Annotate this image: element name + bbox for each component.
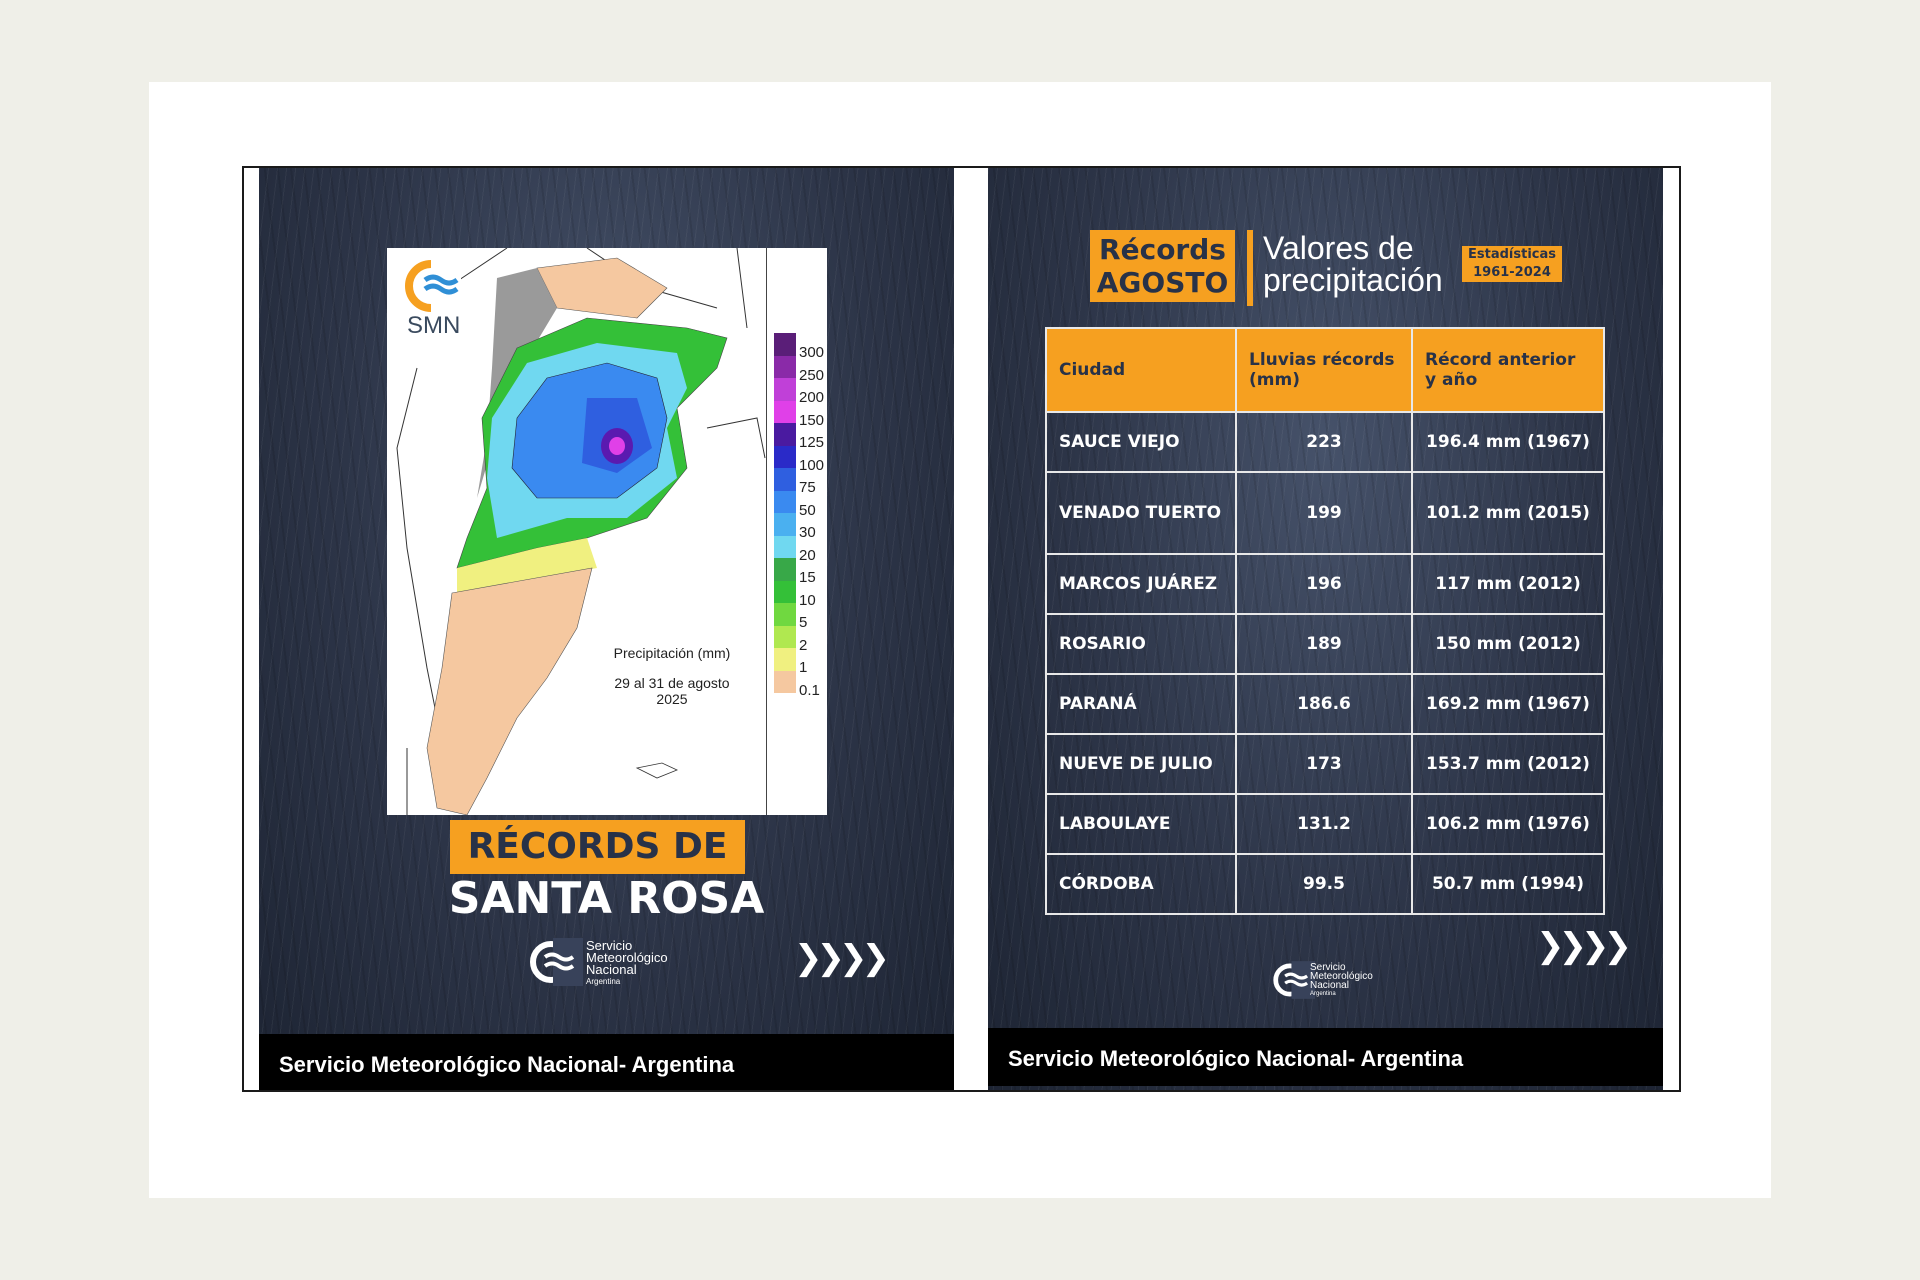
legend-swatch xyxy=(774,491,796,514)
table-row xyxy=(1046,412,1604,472)
map-caption-year: 2025 xyxy=(656,691,688,707)
city-cell: PARANÁ xyxy=(1046,674,1236,734)
legend-swatch xyxy=(774,671,796,694)
previous-record-cell: 150 mm (2012) xyxy=(1412,614,1604,674)
legend-label: 30 xyxy=(799,524,816,541)
legend-label: 50 xyxy=(799,501,816,519)
smn-logo-text: SMN xyxy=(407,312,461,339)
record-rain-cell: 199 xyxy=(1236,472,1412,554)
record-rain-cell: 223 xyxy=(1236,412,1412,472)
header-record-rain: Lluvias récords (mm) xyxy=(1236,328,1412,412)
next-arrows-icon: ❯❯❯❯ xyxy=(794,938,884,978)
table-row xyxy=(1046,674,1604,734)
legend-label: 2 xyxy=(799,636,808,654)
org-line: Servicio xyxy=(1310,962,1346,973)
badge-line-records: Récords xyxy=(1099,233,1226,266)
legend-label: 20 xyxy=(799,546,816,564)
city-cell: ROSARIO xyxy=(1046,614,1236,674)
legend-label: 5 xyxy=(799,614,808,631)
smn-logo-icon xyxy=(405,258,461,314)
map-divider xyxy=(766,248,767,815)
org-line: Argentina xyxy=(586,977,621,986)
org-line: Argentina xyxy=(1310,991,1336,997)
footer-bar xyxy=(259,1034,954,1090)
city-cell: CÓRDOBA xyxy=(1046,854,1236,914)
map-caption-dates: 29 al 31 de agosto xyxy=(614,675,730,691)
org-line: Nacional xyxy=(1310,980,1349,991)
legend-label: 1 xyxy=(799,659,808,676)
subtitle-line-1: Valores de xyxy=(1263,230,1414,266)
legend-label: 0.1 xyxy=(799,681,820,699)
legend-swatch xyxy=(774,513,796,536)
smn-org-name xyxy=(586,940,668,988)
legend-label: 75 xyxy=(799,479,816,496)
footer-bar xyxy=(988,1028,1663,1086)
legend-label: 300 xyxy=(799,344,825,361)
header-previous-record: Récord anterior y año xyxy=(1412,328,1604,412)
precipitation-map xyxy=(387,248,827,815)
legend-swatch xyxy=(774,468,796,491)
org-line: Nacional xyxy=(586,962,637,977)
record-rain-cell: 173 xyxy=(1236,734,1412,794)
table-row xyxy=(1046,794,1604,854)
map-caption-title: Precipitación (mm) xyxy=(613,645,731,661)
legend-label: 10 xyxy=(799,591,816,609)
legend-label: 100 xyxy=(799,456,825,474)
table-row xyxy=(1046,554,1604,614)
footer-text: Servicio Meteorológico Nacional- Argentina xyxy=(279,1052,735,1077)
records-badge: RÉCORDS DE xyxy=(450,820,745,874)
precipitation-legend xyxy=(774,333,796,693)
footer-text: Servicio Meteorológico Nacional- Argentina xyxy=(1008,1046,1464,1071)
record-rain-cell: 189 xyxy=(1236,614,1412,674)
legend-swatch xyxy=(774,536,796,559)
table-row xyxy=(1046,472,1604,554)
legend-swatch xyxy=(774,378,796,401)
legend-swatch xyxy=(774,603,796,626)
table-row xyxy=(1046,734,1604,794)
title-divider xyxy=(1247,230,1253,306)
legend-swatch xyxy=(774,626,796,649)
table-row xyxy=(1046,614,1604,674)
statistics-label: Estadísticas xyxy=(1468,247,1556,262)
record-rain-cell: 196 xyxy=(1236,554,1412,614)
city-cell: MARCOS JUÁREZ xyxy=(1046,554,1236,614)
legend-swatch xyxy=(774,333,796,356)
august-records-panel xyxy=(988,168,1663,1090)
legend-label: 250 xyxy=(799,366,825,384)
legend-labels xyxy=(799,342,824,702)
previous-record-cell: 196.4 mm (1967) xyxy=(1412,412,1604,472)
previous-record-cell: 50.7 mm (1994) xyxy=(1412,854,1604,914)
record-rain-cell: 99.5 xyxy=(1236,854,1412,914)
statistics-years: 1961-2024 xyxy=(1473,265,1551,280)
legend-swatch xyxy=(774,401,796,424)
legend-label: 15 xyxy=(799,569,816,586)
precipitation-values-title xyxy=(1263,232,1443,296)
table-header-row xyxy=(1046,328,1604,412)
org-line: Servicio xyxy=(586,938,633,953)
previous-record-cell: 117 mm (2012) xyxy=(1412,554,1604,614)
smn-org-name xyxy=(1310,963,1373,999)
legend-swatch xyxy=(774,558,796,581)
legend-label: 150 xyxy=(799,411,825,429)
previous-record-cell: 169.2 mm (1967) xyxy=(1412,674,1604,734)
next-arrows-icon: ❯❯❯❯ xyxy=(1536,926,1626,966)
santa-rosa-title: SANTA ROSA xyxy=(448,873,765,924)
smn-org-logo-icon xyxy=(1271,961,1315,999)
legend-swatch xyxy=(774,356,796,379)
org-line: Meteorológico xyxy=(586,950,668,965)
legend-label: 200 xyxy=(799,389,825,406)
city-cell: VENADO TUERTO xyxy=(1046,472,1236,554)
legend-swatch xyxy=(774,648,796,671)
badge-line-august: AGOSTO xyxy=(1096,266,1229,299)
table-body xyxy=(1046,412,1604,914)
org-line: Meteorológico xyxy=(1310,971,1373,982)
header-city: Ciudad xyxy=(1046,328,1236,412)
previous-record-cell: 106.2 mm (1976) xyxy=(1412,794,1604,854)
legend-label: 125 xyxy=(799,434,825,451)
previous-record-cell: 153.7 mm (2012) xyxy=(1412,734,1604,794)
legend-swatch xyxy=(774,446,796,469)
statistics-badge xyxy=(1462,246,1562,282)
city-cell: LABOULAYE xyxy=(1046,794,1236,854)
city-cell: SAUCE VIEJO xyxy=(1046,412,1236,472)
santa-rosa-records-panel xyxy=(259,168,954,1090)
records-august-badge xyxy=(1090,230,1235,302)
record-rain-cell: 131.2 xyxy=(1236,794,1412,854)
record-rain-cell: 186.6 xyxy=(1236,674,1412,734)
previous-record-cell: 101.2 mm (2015) xyxy=(1412,472,1604,554)
subtitle-line-2: precipitación xyxy=(1263,262,1443,298)
legend-swatch xyxy=(774,581,796,604)
city-cell: NUEVE DE JULIO xyxy=(1046,734,1236,794)
smn-org-logo-icon xyxy=(527,938,583,986)
rainfall-records-table xyxy=(1045,327,1605,915)
table-row xyxy=(1046,854,1604,914)
map-caption xyxy=(597,645,747,707)
legend-swatch xyxy=(774,423,796,446)
